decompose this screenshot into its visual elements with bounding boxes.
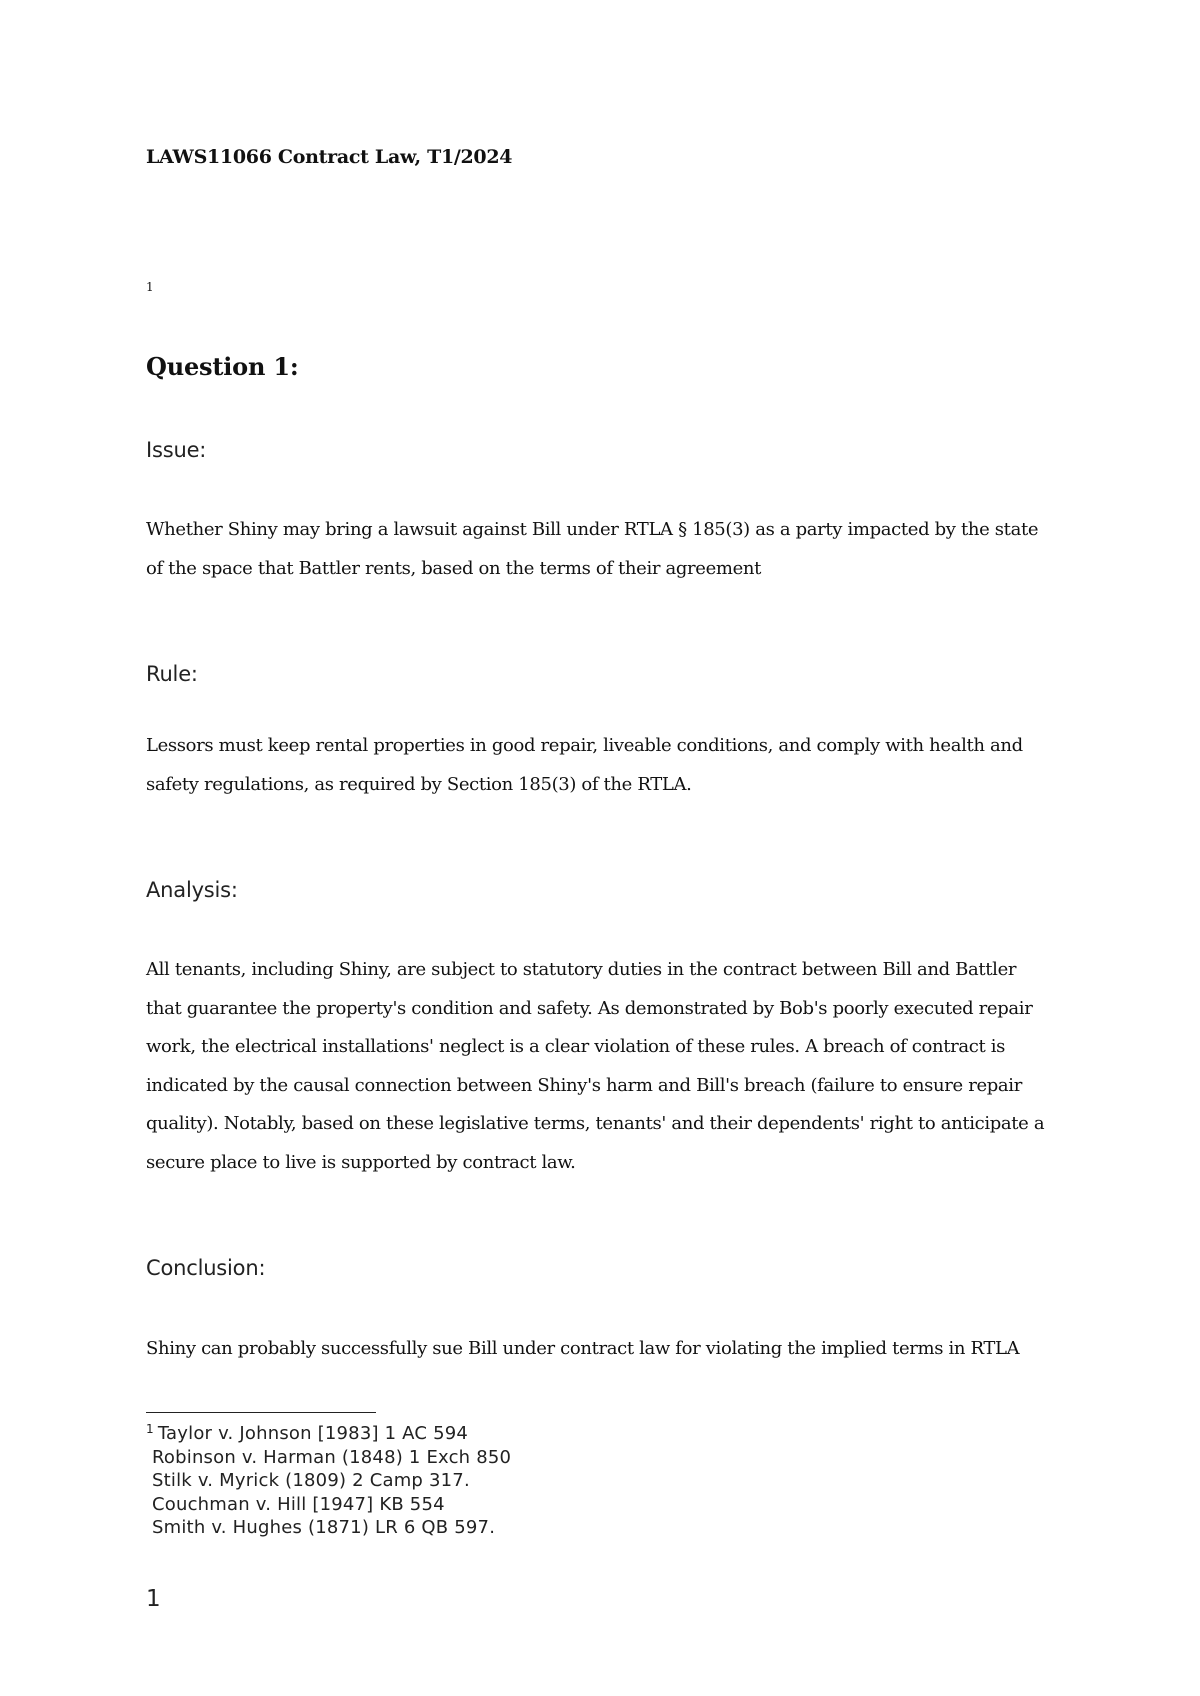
footnote-citation: Stilk v. Myrick (1809) 2 Camp 317. bbox=[152, 1470, 470, 1491]
issue-heading: Issue: bbox=[146, 438, 207, 462]
issue-paragraph bbox=[146, 511, 1038, 588]
footnote-citation: Couchman v. Hill [1947] KB 554 bbox=[152, 1493, 445, 1515]
question-title: Question 1: bbox=[146, 352, 299, 381]
analysis-line: quality). Notably, based on these legislative terms, tenants' and their dependents' right to anticipate a bbox=[146, 1113, 1045, 1134]
analysis-line: secure place to live is supported by contract law. bbox=[146, 1151, 576, 1173]
rule-line: safety regulations, as required by Section 185(3) of the RTLA. bbox=[146, 773, 692, 795]
conclusion-line: Shiny can probably successfully sue Bill under contract law for violating the implied terms in RTLA bbox=[146, 1338, 1020, 1359]
analysis-line: All tenants, including Shiny, are subject to statutory duties in the contract between Bill and Battler bbox=[146, 959, 1017, 980]
conclusion-heading: Conclusion: bbox=[146, 1256, 266, 1280]
rule-paragraph bbox=[146, 727, 1023, 804]
footnote-citation: Robinson v. Harman (1848) 1 Exch 850 bbox=[152, 1446, 512, 1468]
analysis-line: that guarantee the property's condition and safety. As demonstrated by Bob's poorly executed repair bbox=[146, 997, 1033, 1019]
footnote-citation: Smith v. Hughes (1871) LR 6 QB 597. bbox=[152, 1517, 496, 1538]
analysis-paragraph bbox=[146, 951, 1044, 1182]
footnote-line bbox=[146, 1418, 511, 1446]
page-number: 1 bbox=[146, 1586, 161, 1612]
footnote-reference: 1 bbox=[146, 280, 154, 294]
conclusion-paragraph bbox=[146, 1330, 1019, 1369]
issue-line: Whether Shiny may bring a lawsuit against Bill under RTLA § 185(3) as a party impacted by the state bbox=[146, 519, 1039, 540]
course-title: LAWS11066 Contract Law, T1/2024 bbox=[146, 146, 513, 168]
analysis-line: work, the electrical installations' neglect is a clear violation of these rules. A breach of contract is bbox=[146, 1036, 1006, 1057]
analysis-line: indicated by the causal connection between Shiny's harm and Bill's breach (failure to ensure repair bbox=[146, 1074, 1022, 1096]
rule-line: Lessors must keep rental properties in good repair, liveable conditions, and comply with health and bbox=[146, 735, 1023, 756]
issue-line: of the space that Battler rents, based on the terms of their agreement bbox=[146, 557, 762, 579]
footnote-separator bbox=[146, 1412, 376, 1413]
footnotes bbox=[146, 1418, 511, 1540]
footnote-citation: Taylor v. Johnson [1983] 1 AC 594 bbox=[157, 1423, 469, 1444]
rule-heading: Rule: bbox=[146, 662, 198, 686]
analysis-heading: Analysis: bbox=[146, 878, 238, 902]
footnote-marker: 1 bbox=[146, 1422, 154, 1436]
